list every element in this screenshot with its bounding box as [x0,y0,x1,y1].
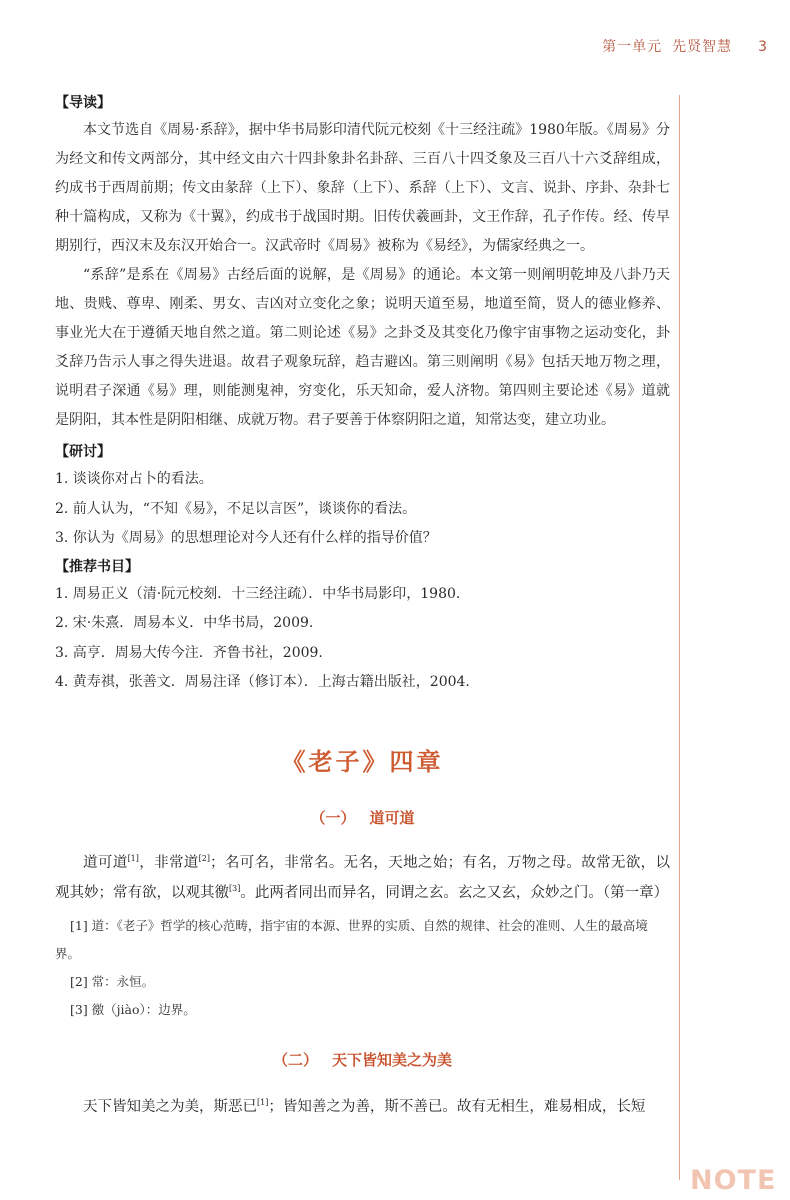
guide-heading: 【导读】 [55,95,111,111]
book-item: 2. 宋·朱熹．周易本义．中华书局，2009. [55,615,314,631]
guide-paragraph-1: 本文节选自《周易·系辞》，据中华书局影印清代阮元校刻《十三经注疏》1980年版。《周易》分为经文和传文两部分，其中经文由六十四卦象卦名卦辞、三百八十四爻象及三百八十六爻辞组成，约成书于西周前期；传文由彖辞（上下）、象辞（上下）、系辞（上下）、文言、说卦、序卦、杂卦七种十篇构成，又称为《十翼》，约成书于战国时期。旧传伏羲画卦，文王作辞，孔子作传。经、传早期别行，西汉末及东汉开始合一。汉武帝时《周易》被称为《易经》，为儒家经典之一。 [55,122,670,254]
text-run: ；皆知善之为善，斯不善已。故有无相生，难易相成，长短 [268,1098,646,1115]
guide-paragraph-2: “系辞”是系在《周易》古经后面的说解，是《周易》的通论。本文第一则阐明乾坤及八卦乃天地、贵贱、尊卑、刚柔、男女、吉凶对立变化之象；说明天道至易，地道至简，贤人的德业修养、事业光大在于遵循天地自然之道。第二则论述《易》之卦爻及其变化乃像宇宙事物之运动变化，卦爻辞乃告示人事之得失进退。故君子观象玩辞，趋吉避凶。第三则阐明《易》包括天地万物之理，说明君子深通《易》理，则能测鬼神，穷变化，乐天知命，爱人济物。第四则主要论述《易》道就是阴阳，其本性是阴阳相继、成就万物。君子要善于体察阴阳之道，知常达变，建立功业。 [55,267,670,428]
section-2-text [55,1092,670,1122]
discussion-item: 1. 谈谈你对占卜的看法。 [55,471,213,487]
unit-title: 先贤智慧 [672,39,733,55]
section-2-title [55,1048,670,1072]
running-header [602,36,768,56]
books-list [55,580,670,698]
books-heading: 【推荐书目】 [55,558,139,575]
footnote-ref[interactable]: [2] [198,853,211,863]
footnote: [3] 徼（jiào）：边界。 [70,1001,196,1017]
text-run: ，非常道 [138,854,199,871]
footnote-ref[interactable]: [1] [257,1097,269,1107]
note-margin-label: NOTE [690,1165,777,1196]
discussion-item: 2. 前人认为，“不知《易》，不足以言医”，谈谈你的看法。 [55,500,417,517]
text-run: 天下皆知美之为美，斯恶已 [83,1098,257,1115]
discussion-list [55,465,670,554]
note-margin-rule [679,95,680,1180]
book-item: 3. 高亨．周易大传今注．齐鲁书社，2009. [55,644,323,661]
section-1-title [55,806,670,830]
unit-label: 第一单元 [602,39,663,55]
section-1-name: 道可道 [369,808,415,827]
book-item: 1. 周易正义（清·阮元校刻．十三经注疏）．中华书局影印，1980. [55,585,461,602]
section-2-number: （二） [272,1050,318,1069]
section-2-name: 天下皆知美之为美 [332,1050,453,1069]
chapter-title: 《老子》四章 [281,746,444,776]
page-number: 3 [758,39,768,55]
text-run: 。此两者同出而异名，同谓之玄。玄之又玄，众妙之门。（第一章） [240,884,669,901]
book-item: 4. 黄寿祺，张善文．周易注译（修订本）．上海古籍出版社，2004. [55,674,470,690]
footnote: [1] 道：《老子》哲学的核心范畴，指宇宙的本源、世界的实质、自然的规律、社会的准则、人生的最高境界。 [55,917,648,961]
section-1-text [55,848,670,908]
discussion-heading: 【研讨】 [55,444,111,460]
footnote-ref[interactable]: [1] [127,853,139,863]
section-1-notes [55,912,670,1024]
text-run: ；名可名，非常名。无名，天地之始；有名，万物之母。故常无欲，以观其妙；常有欲，以观其徼 [55,854,671,901]
text-run: 道可道 [83,854,128,871]
section-1-number: （一） [310,808,356,827]
discussion-item: 3. 你认为《周易》的思想理论对今人还有什么样的指导价值？ [55,530,437,546]
footnote-ref[interactable]: [3] [229,883,241,893]
page-body [55,90,670,1122]
footnote: [2] 常：永恒。 [70,973,155,989]
